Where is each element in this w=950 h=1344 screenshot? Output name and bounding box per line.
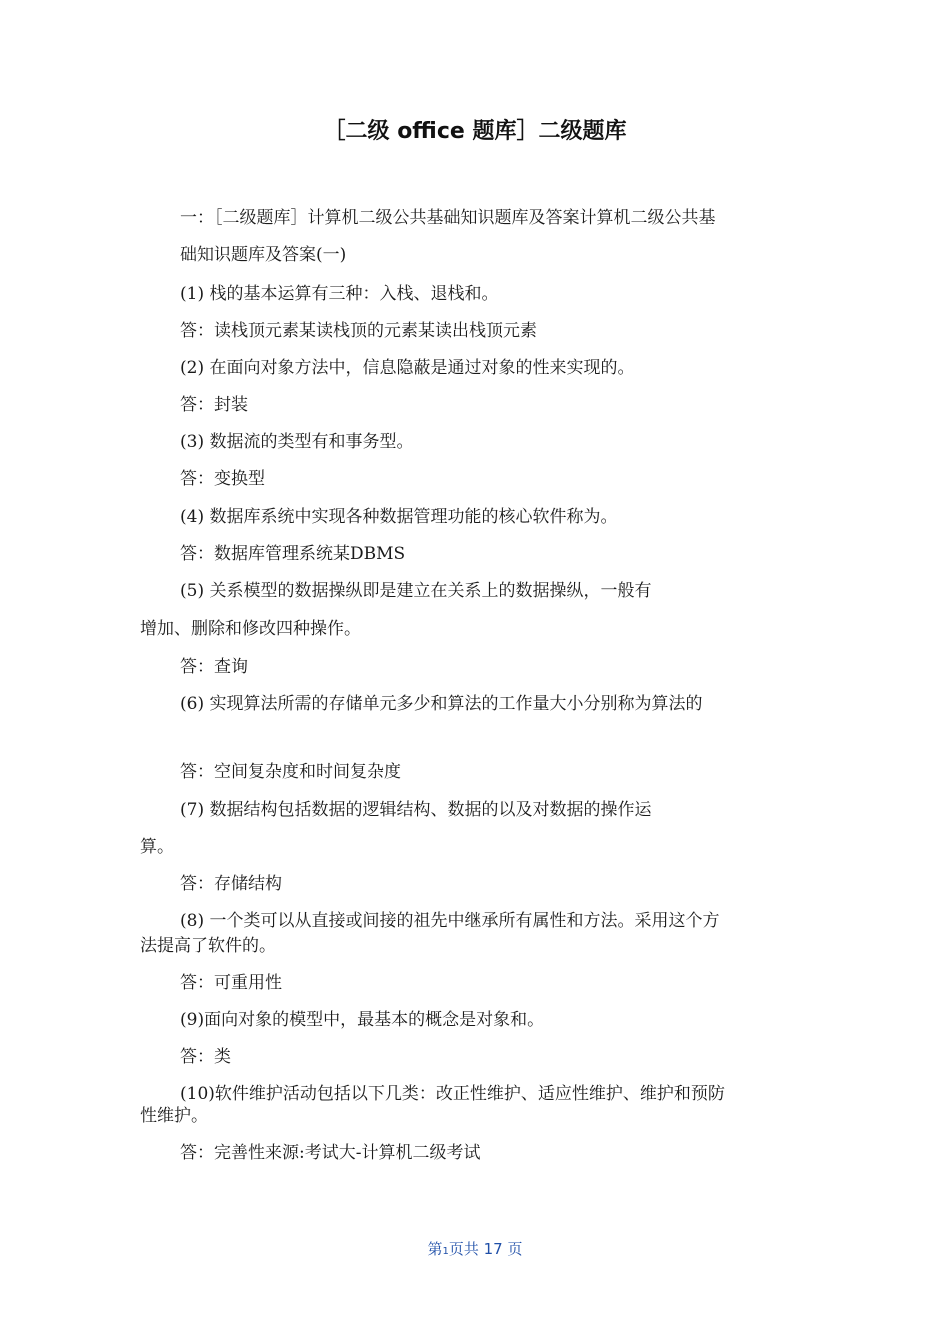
answer-line: 答：变换型 <box>180 469 265 489</box>
question-line: (2) 在面向对象方法中，信息隐蔽是通过对象的性来实现的。 <box>180 358 635 378</box>
answer-line: 答：可重用性 <box>180 973 282 993</box>
page-footer <box>0 1238 950 1259</box>
footer-page-number: 1 <box>442 1246 449 1257</box>
footer-prefix: 第 <box>427 1240 443 1258</box>
question-line-continued: 增加、删除和修改四种操作。 <box>140 619 361 639</box>
text-line: 一：［二级题库］计算机二级公共基础知识题库及答案计算机二级公共基 <box>180 208 716 228</box>
question-line: (4) 数据库系统中实现各种数据管理功能的核心软件称为。 <box>180 507 618 527</box>
answer-line: 答：类 <box>180 1047 231 1067</box>
question-line: (8) 一个类可以从直接或间接的祖先中继承所有属性和方法。采用这个方 <box>180 911 720 931</box>
answer-line: 答：查询 <box>180 657 248 677</box>
question-line: (6) 实现算法所需的存储单元多少和算法的工作量大小分别称为算法的 <box>180 694 703 714</box>
question-line: (3) 数据流的类型有和事务型。 <box>180 432 414 452</box>
text-line: 础知识题库及答案(一) <box>180 245 347 265</box>
question-line-continued: 法提高了软件的。 <box>140 936 276 956</box>
answer-line: 答：完善性来源:考试大-计算机二级考试 <box>180 1143 481 1163</box>
answer-line: 答：空间复杂度和时间复杂度 <box>180 762 401 782</box>
question-line-continued: 性维护。 <box>140 1106 208 1126</box>
answer-line: 答：读栈顶元素某读栈顶的元素某读出栈顶元素 <box>180 321 537 341</box>
answer-line: 答：存储结构 <box>180 874 282 894</box>
question-line: (9)面向对象的模型中，最基本的概念是对象和。 <box>180 1010 545 1030</box>
question-line: (7) 数据结构包括数据的逻辑结构、数据的以及对数据的操作运 <box>180 800 652 820</box>
question-line: (5) 关系模型的数据操纵即是建立在关系上的数据操纵，一般有 <box>180 581 652 601</box>
question-line-continued: 算。 <box>140 837 174 857</box>
question-line: (1) 栈的基本运算有三种：入栈、退栈和。 <box>180 284 499 304</box>
document-title: ［二级 office 题库］二级题库 <box>323 119 627 144</box>
answer-line: 答：数据库管理系统某DBMS <box>180 544 406 564</box>
footer-suffix: 页共 17 页 <box>448 1240 523 1258</box>
answer-line: 答：封装 <box>180 395 248 415</box>
question-line: (10)软件维护活动包括以下几类：改正性维护、适应性维护、维护和预防 <box>180 1084 725 1104</box>
